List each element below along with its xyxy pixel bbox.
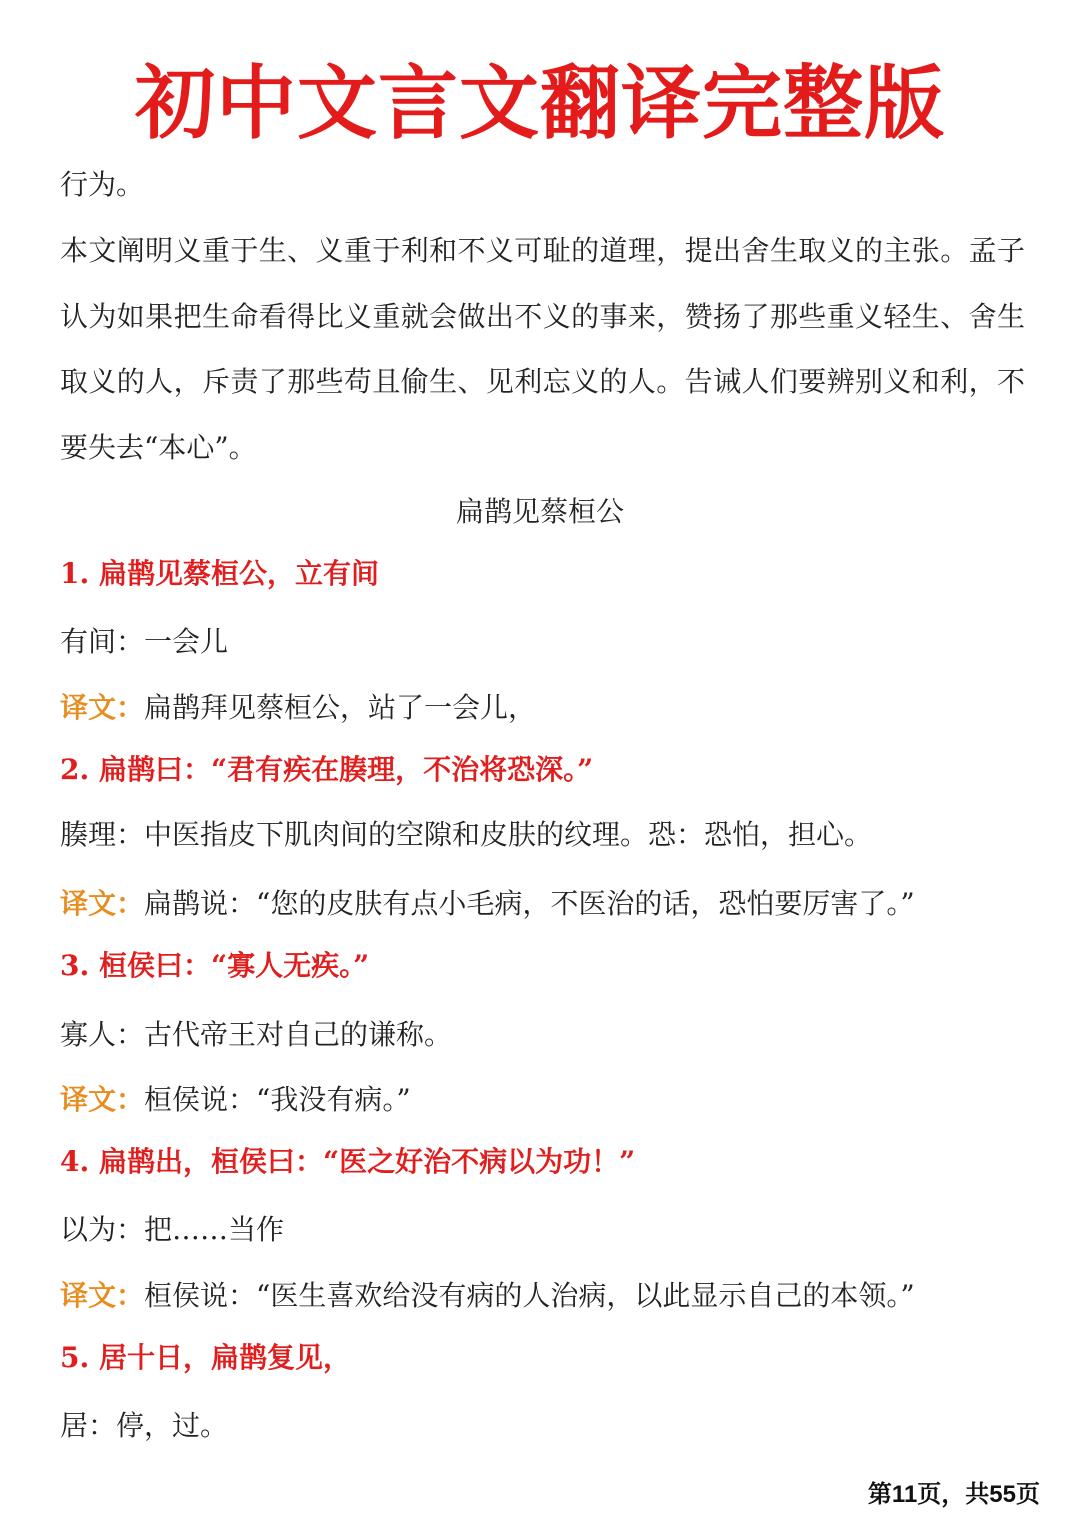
entry-heading-3: 3. 桓侯曰：“寡人无疾。”: [60, 949, 370, 982]
document-title: 初中文言文翻译完整版: [135, 57, 945, 150]
intro-fragment: 行为。: [60, 168, 145, 201]
translation-text: 桓侯说：“我没有病。”: [144, 1083, 411, 1116]
entry-translation-3: [60, 1080, 1040, 1120]
entry-note-2: 腠理：中医指皮下肌肉间的空隙和皮肤的纹理。恐：恐怕，担心。: [60, 818, 873, 851]
section-title: 扁鹊见蔡桓公: [455, 495, 624, 528]
entry-heading-1: 1. 扁鹊见蔡桓公，立有间: [60, 557, 379, 590]
entry-note-1: 有间：一会儿: [60, 625, 229, 658]
entry-translation-1: [60, 688, 1040, 728]
intro-paragraph: 本文阐明义重于生、义重于利和不义可耻的道理，提出舍生取义的主张。孟子认为如果把生命看得比义重就会做出不义的事来，赞扬了那些重义轻生、舍生取义的人，斥责了那些苟且偷生、见利忘义的人。告诫人们要辨别义和利，不要失去“本心”。: [60, 234, 1025, 464]
entry-heading-5: 5. 居十日，扁鹊复见，: [60, 1341, 351, 1374]
entry-heading-2: 2. 扁鹊曰：“君有疾在腠理，不治将恐深。”: [60, 753, 594, 786]
translation-text: 桓侯说：“医生喜欢给没有病的人治病，以此显示自己的本领。”: [144, 1279, 915, 1312]
entry-translation-4: [60, 1276, 1040, 1316]
entry-translation-2: [60, 884, 1040, 924]
translation-label: 译文：: [60, 1279, 145, 1312]
translation-text: 扁鹊说：“您的皮肤有点小毛病，不医治的话，恐怕要厉害了。”: [144, 887, 915, 920]
entry-note-5: 居：停，过。: [60, 1409, 229, 1442]
entry-note-3: 寡人：古代帝王对自己的谦称。: [60, 1018, 453, 1051]
page-number: 第11页，共55页: [867, 1481, 1040, 1508]
entry-heading-4: 4. 扁鹊出，桓侯曰：“医之好治不病以为功！”: [60, 1145, 636, 1178]
translation-text: 扁鹊拜见蔡桓公，站了一会儿，: [144, 691, 537, 724]
translation-label: 译文：: [60, 691, 145, 724]
entry-note-4: 以为：把……当作: [60, 1213, 285, 1246]
translation-label: 译文：: [60, 887, 145, 920]
translation-label: 译文：: [60, 1083, 145, 1116]
